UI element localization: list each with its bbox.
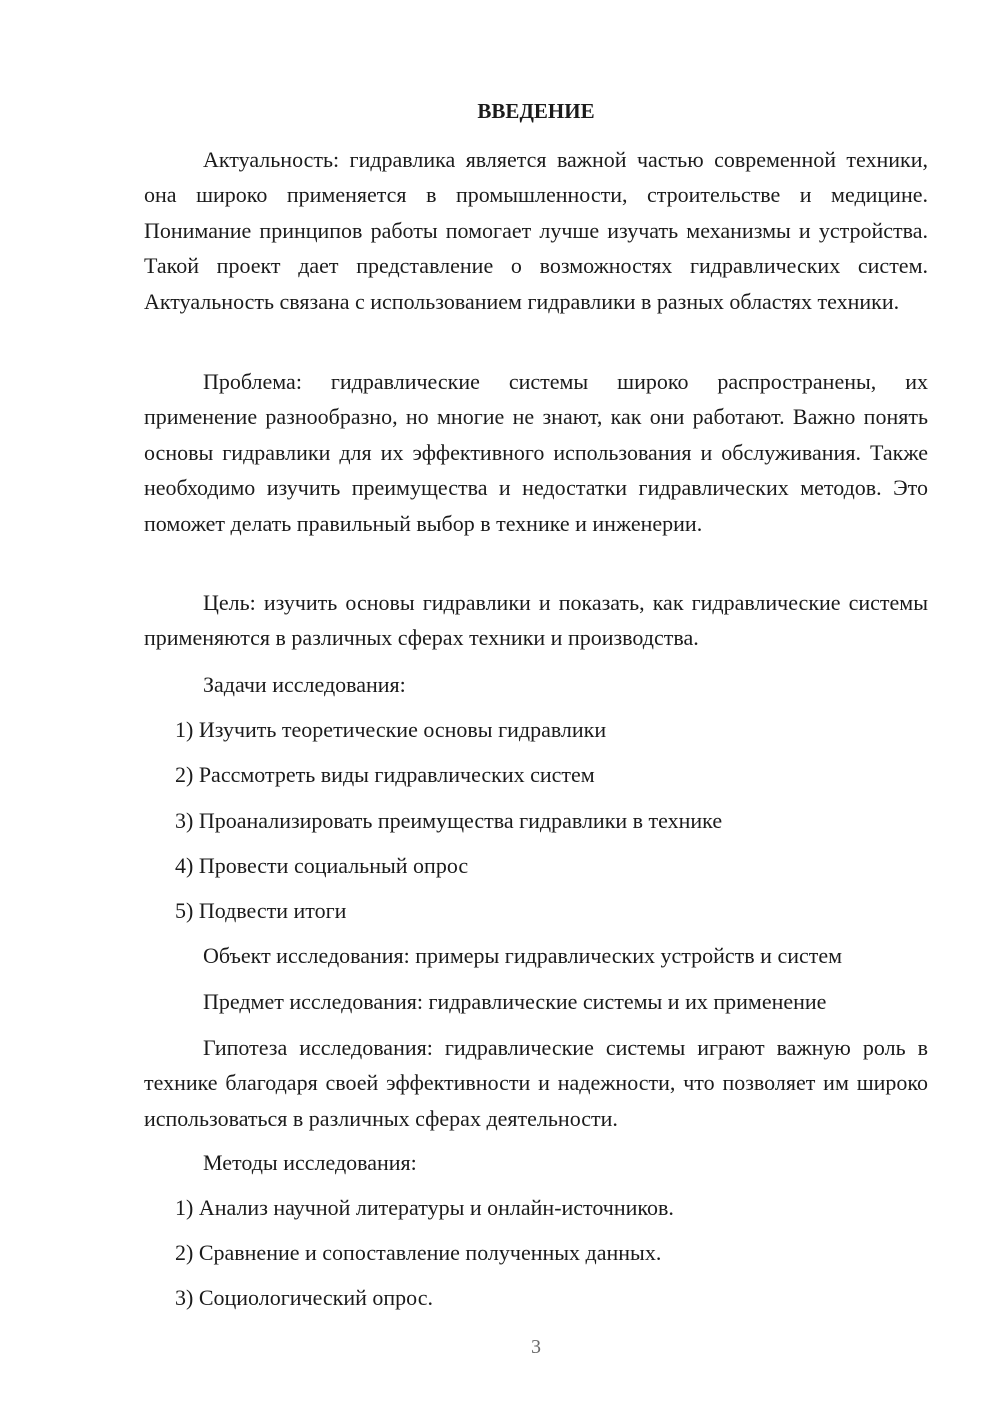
method-item: 1) Анализ научной литературы и онлайн-источников. <box>175 1195 674 1220</box>
goal-paragraph: Цель: изучить основы гидравлики и показать, как гидравлические системы применяются в различных сферах техники и производства. <box>144 590 928 651</box>
document-page <box>144 0 928 1414</box>
page-number: 3 <box>531 1336 541 1358</box>
task-item: 3) Проанализировать преимущества гидравлики в технике <box>175 808 723 833</box>
task-item: 1) Изучить теоретические основы гидравлики <box>175 717 607 742</box>
relevance-paragraph: Актуальность: гидравлика является важной частью современной техники, она широко применяется в промышленности, строительстве и медицине. Понимание принципов работы помогает лучше изучать механизмы и устройства. Такой проект дает представление о возможностях гидравлических систем. Актуальность связана с использованием гидравлики в разных областях техники. <box>144 147 928 314</box>
tasks-heading: Задачи исследования: <box>203 672 406 697</box>
page-title: ВВЕДЕНИЕ <box>477 99 595 123</box>
task-item: 4) Провести социальный опрос <box>175 853 469 878</box>
problem-paragraph: Проблема: гидравлические системы широко распространены, их применение разнообразно, но многие не знают, как они работают. Важно понять основы гидравлики для их эффективного использования и обслуживания. Также необходимо изучить преимущества и недостатки гидравлических методов. Это поможет делать правильный выбор в технике и инженерии. <box>144 369 928 536</box>
method-item: 2) Сравнение и сопоставление полученных данных. <box>175 1240 662 1265</box>
methods-heading: Методы исследования: <box>203 1150 417 1175</box>
task-item: 2) Рассмотреть виды гидравлических систем <box>175 762 595 787</box>
task-item: 5) Подвести итоги <box>175 898 347 923</box>
hypothesis-paragraph: Гипотеза исследования: гидравлические системы играют важную роль в технике благодаря своей эффективности и надежности, что позволяет им широко использоваться в различных сферах деятельности. <box>144 1035 928 1131</box>
research-subject: Предмет исследования: гидравлические системы и их применение <box>203 989 827 1014</box>
research-object: Объект исследования: примеры гидравлических устройств и систем <box>203 943 843 968</box>
method-item: 3) Социологический опрос. <box>175 1285 433 1310</box>
